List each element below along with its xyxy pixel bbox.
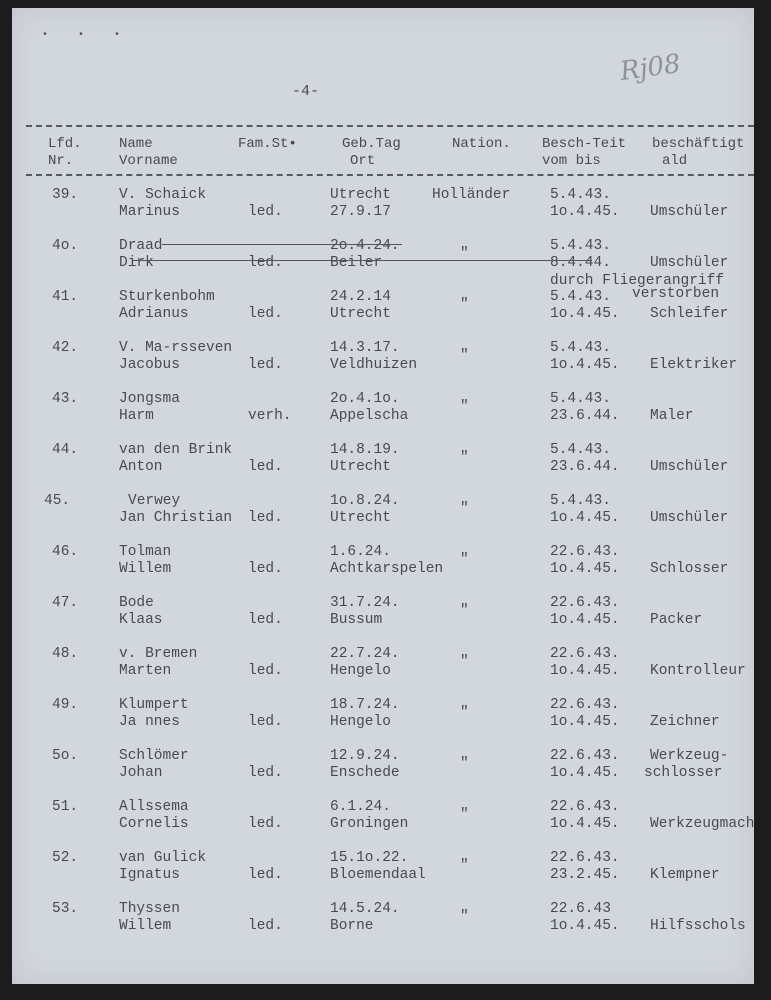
row-von: 5.4.43. xyxy=(550,238,611,254)
row-number: 44. xyxy=(52,442,79,458)
row-vorname: Marinus xyxy=(119,204,180,220)
row-beruf: Schleifer xyxy=(650,306,729,322)
row-bis: 1o.4.45. xyxy=(550,714,620,730)
row-ort: Beiler xyxy=(330,255,383,271)
row-vorname: Cornelis xyxy=(119,816,189,832)
row-beruf: Elektriker xyxy=(650,357,738,373)
row-nation: " xyxy=(460,501,469,517)
row-vorname: Klaas xyxy=(119,612,163,628)
row-name: Jongsma xyxy=(119,391,180,407)
row-gebtag: Utrecht xyxy=(330,187,391,203)
row-number: 51. xyxy=(52,799,79,815)
row-bis: 1o.4.45. xyxy=(550,306,620,322)
row-name: Bode xyxy=(119,595,154,611)
row-name: Schlömer xyxy=(119,748,189,764)
row-note: verstorben xyxy=(632,286,720,302)
row-bis: 1o.4.45. xyxy=(550,612,620,628)
row-famstand: led. xyxy=(248,204,283,220)
row-beruf: Hilfsschols xyxy=(650,918,746,934)
document-page xyxy=(12,8,754,984)
row-beruf: Umschüler xyxy=(650,255,729,271)
row-gebtag: 18.7.24. xyxy=(330,697,400,713)
row-nation: " xyxy=(460,348,469,364)
row-famstand: led. xyxy=(248,612,283,628)
row-note: durch Fliegerangriff xyxy=(550,273,725,289)
row-famstand: led. xyxy=(248,561,283,577)
row-beruf: Klempner xyxy=(650,867,720,883)
row-vorname: Anton xyxy=(119,459,163,475)
row-von: 5.4.43. xyxy=(550,442,611,458)
row-famstand: led. xyxy=(248,918,283,934)
row-ort: Enschede xyxy=(330,765,400,781)
row-bis: 1o.4.45. xyxy=(550,510,620,526)
row-gebtag: 14.8.19. xyxy=(330,442,400,458)
header-vorname: Vorname xyxy=(119,153,178,169)
row-bis: 23.6.44. xyxy=(550,459,620,475)
row-von: 22.6.43. xyxy=(550,595,620,611)
row-nation: " xyxy=(460,297,469,313)
row-ort: Hengelo xyxy=(330,663,391,679)
row-name: Verwey xyxy=(128,493,181,509)
row-number: 53. xyxy=(52,901,79,917)
row-nation: " xyxy=(460,399,469,415)
row-vorname: Johan xyxy=(119,765,163,781)
row-von: 22.6.43. xyxy=(550,799,620,815)
row-nation: " xyxy=(460,654,469,670)
row-beruf-cont: schlosser xyxy=(644,765,723,781)
row-beruf: Maler xyxy=(650,408,694,424)
row-nation: " xyxy=(460,909,469,925)
row-bis: 23.2.45. xyxy=(550,867,620,883)
row-nation: " xyxy=(460,807,469,823)
row-bis: 1o.4.45. xyxy=(550,561,620,577)
row-ort: Appelscha xyxy=(330,408,409,424)
row-number: 46. xyxy=(52,544,79,560)
punch-marks: ••• xyxy=(42,30,151,41)
row-ort: Hengelo xyxy=(330,714,391,730)
row-beruf: Umschüler xyxy=(650,459,729,475)
row-vorname: Harm xyxy=(119,408,154,424)
row-beruf: Zeichner xyxy=(650,714,720,730)
row-name: Sturkenbohm xyxy=(119,289,215,305)
row-number: 45. xyxy=(44,493,71,509)
row-vorname: Marten xyxy=(119,663,172,679)
row-bis: 23.6.44. xyxy=(550,408,620,424)
row-name: V. Ma-rsseven xyxy=(119,340,233,356)
row-famstand: led. xyxy=(248,816,283,832)
row-von: 5.4.43. xyxy=(550,391,611,407)
row-famstand: led. xyxy=(248,255,283,271)
row-gebtag: 24.2.14 xyxy=(330,289,391,305)
row-von: 22.6.43. xyxy=(550,697,620,713)
row-von: 22.6.43. xyxy=(550,646,620,662)
header-nr: Nr. xyxy=(48,153,74,169)
row-vorname: Willem xyxy=(119,918,172,934)
row-von: 5.4.43. xyxy=(550,289,611,305)
header-rule-top xyxy=(26,125,754,127)
row-nation: " xyxy=(460,246,469,262)
row-famstand: led. xyxy=(248,867,283,883)
row-ort: Utrecht xyxy=(330,306,391,322)
row-gebtag: 14.5.24. xyxy=(330,901,400,917)
row-gebtag: 2o.4.24. xyxy=(330,238,400,254)
row-gebtag: 14.3.17. xyxy=(330,340,400,356)
row-name: V. Schaick xyxy=(119,187,207,203)
archive-mark: Rj08 xyxy=(618,48,683,88)
row-number: 4o. xyxy=(52,238,79,254)
row-gebtag: 1o.8.24. xyxy=(330,493,400,509)
header-gebtag: Geb.Tag xyxy=(342,136,401,152)
row-vorname: Willem xyxy=(119,561,172,577)
row-name: Allssema xyxy=(119,799,189,815)
row-name: v. Bremen xyxy=(119,646,198,662)
row-ort: 27.9.17 xyxy=(330,204,391,220)
row-gebtag: 6.1.24. xyxy=(330,799,391,815)
row-vorname: Ignatus xyxy=(119,867,180,883)
row-number: 39. xyxy=(52,187,79,203)
row-ort: Utrecht xyxy=(330,459,391,475)
row-famstand: verh. xyxy=(248,408,292,424)
row-vorname: Jan Christian xyxy=(119,510,233,526)
row-von: 5.4.43. xyxy=(550,493,611,509)
row-bis: 1o.4.45. xyxy=(550,816,620,832)
header-ort: Ort xyxy=(350,153,376,169)
row-name: van Gulick xyxy=(119,850,207,866)
row-famstand: led. xyxy=(248,714,283,730)
row-von: 22.6.43 xyxy=(550,901,611,917)
row-ort: Borne xyxy=(330,918,374,934)
row-vorname: Ja nnes xyxy=(119,714,180,730)
row-famstand: led. xyxy=(248,459,283,475)
row-beruf: Werkzeug- xyxy=(650,748,729,764)
strike-line xyxy=(162,244,402,245)
row-gebtag: 22.7.24. xyxy=(330,646,400,662)
row-bis: 8.4.44. xyxy=(550,255,611,271)
row-nation: " xyxy=(460,705,469,721)
row-beruf: Umschüler xyxy=(650,510,729,526)
row-von: 5.4.43. xyxy=(550,187,611,203)
row-vorname: Dirk xyxy=(119,255,154,271)
row-famstand: led. xyxy=(248,510,283,526)
header-ald: ald xyxy=(662,153,688,169)
row-ort: Utrecht xyxy=(330,510,391,526)
row-nation: Holländer xyxy=(432,187,511,203)
row-beruf: Schlosser xyxy=(650,561,729,577)
row-gebtag: 1.6.24. xyxy=(330,544,391,560)
row-vorname: Jacobus xyxy=(119,357,180,373)
row-ort: Groningen xyxy=(330,816,409,832)
row-gebtag: 12.9.24. xyxy=(330,748,400,764)
row-ort: Veldhuizen xyxy=(330,357,418,373)
row-ort: Achtkarspelen xyxy=(330,561,444,577)
row-number: 43. xyxy=(52,391,79,407)
row-gebtag: 31.7.24. xyxy=(330,595,400,611)
header-beruf: beschäftigt xyxy=(652,136,745,152)
row-number: 52. xyxy=(52,850,79,866)
row-beruf: Kontrolleur xyxy=(650,663,746,679)
row-nation: " xyxy=(460,858,469,874)
header-nation: Nation. xyxy=(452,136,511,152)
row-von: 22.6.43. xyxy=(550,850,620,866)
row-famstand: led. xyxy=(248,357,283,373)
row-von: 5.4.43. xyxy=(550,340,611,356)
row-name: Klumpert xyxy=(119,697,189,713)
row-number: 42. xyxy=(52,340,79,356)
header-rule-bottom xyxy=(26,174,754,176)
row-name: Thyssen xyxy=(119,901,180,917)
row-nation: " xyxy=(460,603,469,619)
header-vombis: vom bis xyxy=(542,153,601,169)
header-famst: Fam.St• xyxy=(238,136,297,152)
row-name: van den Brink xyxy=(119,442,233,458)
header-name: Name xyxy=(119,136,153,152)
row-number: 49. xyxy=(52,697,79,713)
row-beruf: Werkzeugmach xyxy=(650,816,755,832)
row-name: Tolman xyxy=(119,544,172,560)
row-gebtag: 15.1o.22. xyxy=(330,850,409,866)
row-ort: Bloemendaal xyxy=(330,867,426,883)
row-bis: 1o.4.45. xyxy=(550,663,620,679)
strike-line xyxy=(132,260,592,261)
row-nation: " xyxy=(460,756,469,772)
header-besch: Besch-Teit xyxy=(542,136,627,152)
row-name: Draad xyxy=(119,238,163,254)
row-gebtag: 2o.4.1o. xyxy=(330,391,400,407)
row-bis: 1o.4.45. xyxy=(550,765,620,781)
row-bis: 1o.4.45. xyxy=(550,918,620,934)
row-von: 22.6.43. xyxy=(550,544,620,560)
row-famstand: led. xyxy=(248,306,283,322)
row-famstand: led. xyxy=(248,765,283,781)
row-number: 48. xyxy=(52,646,79,662)
row-vorname: Adrianus xyxy=(119,306,189,322)
row-ort: Bussum xyxy=(330,612,383,628)
row-famstand: led. xyxy=(248,663,283,679)
row-nation: " xyxy=(460,450,469,466)
row-number: 5o. xyxy=(52,748,79,764)
page-number: -4- xyxy=(292,83,320,100)
row-number: 47. xyxy=(52,595,79,611)
row-von: 22.6.43. xyxy=(550,748,620,764)
row-number: 41. xyxy=(52,289,79,305)
row-nation: " xyxy=(460,552,469,568)
row-beruf: Packer xyxy=(650,612,703,628)
row-bis: 1o.4.45. xyxy=(550,357,620,373)
row-bis: 1o.4.45. xyxy=(550,204,620,220)
row-beruf: Umschüler xyxy=(650,204,729,220)
header-lfd: Lfd. xyxy=(48,136,82,152)
